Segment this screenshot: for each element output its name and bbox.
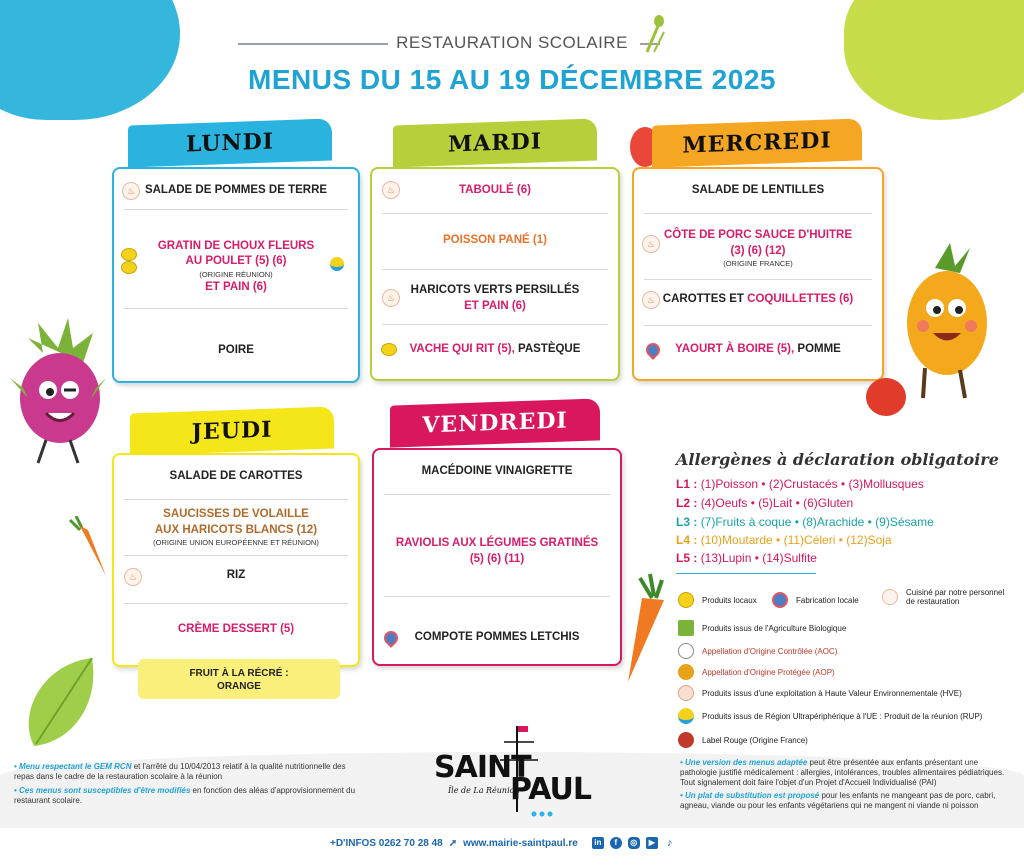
origin-note: (ORIGINE RÉUNION) bbox=[199, 269, 273, 279]
legend-text: Fabrication locale bbox=[796, 595, 859, 605]
logo-word-1: SAINT bbox=[434, 750, 531, 785]
legend-hve bbox=[678, 685, 962, 701]
chef-icon: ♨ bbox=[124, 568, 142, 586]
footer-contact bbox=[330, 837, 676, 849]
local-fabrication-icon bbox=[772, 592, 788, 608]
menu-item-line: HARICOTS VERTS PERSILLÉS bbox=[410, 284, 580, 297]
tomato-illustration bbox=[866, 378, 906, 416]
allergen-values: (4)Oeufs • (5)Lait • (6)Gluten bbox=[700, 496, 854, 510]
carrot-illustration bbox=[620, 572, 670, 684]
note-bold: • Un plat de substitution est proposé bbox=[680, 791, 820, 800]
card-lundi bbox=[112, 167, 360, 383]
legend-text: Appellation d'Origine Contrôlée (AOC) bbox=[702, 646, 838, 656]
legend-text: Appellation d'Origine Protégée (AOP) bbox=[702, 667, 835, 677]
rup-icon bbox=[678, 708, 694, 724]
divider bbox=[384, 596, 610, 597]
menu-item-line: RAVIOLIS AUX LÉGUMES GRATINÉS bbox=[395, 537, 599, 550]
legend-lr bbox=[678, 732, 808, 748]
menu-item-line: ET PAIN (6) bbox=[464, 300, 526, 312]
organic-leaf-icon bbox=[678, 620, 694, 636]
divider bbox=[124, 555, 348, 556]
divider bbox=[124, 603, 348, 604]
logo-word-2: PAUL bbox=[510, 772, 592, 807]
notes-left bbox=[14, 762, 359, 806]
dragon-fruit-mascot-illustration bbox=[8, 318, 108, 468]
fork-spoon-icon bbox=[642, 14, 668, 54]
card-mardi bbox=[370, 167, 620, 381]
cursor-icon: ➚ bbox=[448, 837, 458, 849]
divider bbox=[644, 213, 872, 214]
origin-note: (ORIGINE UNION EUROPÉENNE ET RÉUNION) bbox=[153, 538, 319, 548]
chef-icon: ♨ bbox=[382, 289, 400, 307]
allergen-line bbox=[676, 477, 924, 491]
recre-fruit-box bbox=[138, 659, 340, 699]
allergen-line bbox=[676, 551, 817, 565]
allergen-key: L1 : bbox=[676, 477, 698, 491]
chef-icon: ♨ bbox=[382, 181, 400, 199]
facebook-icon[interactable]: f bbox=[610, 837, 622, 849]
divider bbox=[644, 325, 872, 326]
legend-bio bbox=[678, 620, 846, 636]
allergen-values: (10)Moutarde • (11)Céleri • (12)Soja bbox=[700, 533, 892, 547]
note-text: peut être présentée aux enfants présentant une pathologie justifié médicalement : allergies, intolérances, troubles alimentaires pédiatriques. Tout signalement doit faire l'objet d'un Projet d'Accueil Individualisé (PAI) bbox=[680, 758, 1005, 787]
allergen-key: L3 : bbox=[676, 515, 698, 529]
notes-right bbox=[680, 758, 1010, 811]
note-text: et l'arrêté du 10/04/2013 relatif à la qualité nutritionnelle des repas dans le cadre de la restauration scolaire à la réunion bbox=[14, 762, 346, 781]
recre-label: FRUIT À LA RÉCRÉ : bbox=[189, 668, 289, 679]
youtube-icon[interactable]: ▶ bbox=[646, 837, 658, 849]
menu-item: SALADE DE POMMES DE TERRE bbox=[144, 184, 328, 197]
corner-decoration-left bbox=[0, 0, 180, 120]
legend-rup bbox=[678, 708, 982, 724]
logo-subtitle: Île de La Réunion bbox=[448, 786, 520, 795]
corner-decoration-right bbox=[844, 0, 1024, 120]
allergen-line bbox=[676, 533, 892, 547]
menu-item: MACÉDOINE VINAIGRETTE bbox=[421, 465, 573, 478]
menu-item bbox=[120, 237, 352, 297]
allergen-values: (13)Lupin • (14)Sulfite bbox=[700, 551, 817, 565]
allergen-line bbox=[676, 515, 934, 529]
saint-paul-logo bbox=[434, 720, 600, 820]
legend-text: Produits issus de l'Agriculture Biologique bbox=[702, 623, 847, 633]
menu-item-line: (3) (6) (12) bbox=[730, 244, 786, 257]
divider bbox=[382, 324, 608, 325]
menu-item-line: (5) (6) (11) bbox=[469, 553, 525, 565]
menu-item-line: COQUILLETTES (6) bbox=[747, 293, 854, 306]
allergen-key: L5 : bbox=[676, 551, 698, 565]
note-bold: • Menu respectant le GEM RCN bbox=[14, 762, 132, 771]
menu-item-line: GRATIN DE CHOUX FLEURS bbox=[157, 239, 315, 252]
label-rouge-icon bbox=[678, 732, 694, 748]
legend-fab bbox=[772, 592, 859, 608]
chef-icon: ♨ bbox=[642, 291, 660, 309]
tiktok-icon[interactable]: ♪ bbox=[667, 837, 673, 849]
aop-icon bbox=[678, 664, 694, 680]
legend-aoc bbox=[678, 643, 837, 659]
menu-item: SALADE DE LENTILLES bbox=[691, 184, 825, 197]
menu-item bbox=[640, 287, 876, 313]
divider bbox=[382, 213, 608, 214]
menu-item: POISSON PANÉ (1) bbox=[443, 234, 547, 247]
note-text: pour les enfants ne mangeant pas de porc, cabri, agneau, viande ou pour les enfants végétariens qui ne mangent ni viande ni poisson bbox=[680, 791, 996, 810]
menu-item: RIZ bbox=[226, 569, 246, 582]
legend-aop bbox=[678, 664, 835, 680]
menu-item-line: POMME bbox=[797, 343, 841, 356]
divider bbox=[124, 308, 348, 309]
recre-fruit: ORANGE bbox=[217, 681, 261, 692]
divider bbox=[382, 269, 608, 270]
divider bbox=[124, 499, 348, 500]
divider bbox=[676, 573, 816, 574]
allergens-title: Allergènes à déclaration obligatoire bbox=[676, 450, 999, 469]
menu-item-line: AU POULET (5) (6) bbox=[185, 255, 287, 268]
hve-icon bbox=[678, 685, 694, 701]
chef-icon: ♨ bbox=[642, 235, 660, 253]
card-jeudi bbox=[112, 453, 360, 667]
legend-cuisine bbox=[882, 588, 1012, 606]
note-bold: • Une version des menus adaptée bbox=[680, 758, 808, 767]
menu-item-line: CAROTTES ET bbox=[662, 293, 744, 306]
tab-jeudi: JEUDI bbox=[130, 406, 334, 455]
allergen-values: (7)Fruits à coque • (8)Arachide • (9)Sésame bbox=[700, 515, 934, 529]
menu-item bbox=[378, 281, 612, 317]
menu-item-line: AUX HARICOTS BLANCS (12) bbox=[154, 523, 318, 536]
card-mercredi bbox=[632, 167, 884, 381]
local-product-icon bbox=[678, 592, 694, 608]
note-bold: • Ces menus sont susceptibles d'être modifiés bbox=[14, 786, 191, 795]
allergen-values: (1)Poisson • (2)Crustacés • (3)Mollusques bbox=[700, 477, 924, 491]
menu-item-line: VACHE QUI RIT (5), bbox=[409, 343, 515, 356]
legend-text: Cuisiné par notre personnel de restauration bbox=[906, 588, 1005, 606]
divider bbox=[124, 209, 348, 210]
note-text: en fonction des aléas d'approvisionnement du restaurant scolaire. bbox=[14, 786, 356, 805]
tab-mardi: MARDI bbox=[393, 118, 597, 167]
tab-vendredi: VENDREDI bbox=[390, 398, 600, 447]
menu-item-line: SAUCISSES DE VOLAILLE bbox=[163, 508, 309, 521]
menu-item bbox=[120, 507, 352, 549]
allergen-key: L4 : bbox=[676, 533, 698, 547]
legend-text: Produits issus de Région Ultrapériphérique à l'UE : Produit de la réunion (RUP) bbox=[702, 711, 983, 721]
menu-item: COMPOTE POMMES LETCHIS bbox=[414, 631, 580, 644]
chef-icon bbox=[882, 589, 898, 605]
tab-mercredi: MERCREDI bbox=[652, 118, 862, 167]
instagram-icon[interactable]: ◎ bbox=[628, 837, 640, 849]
legend-text: Label Rouge (Origine France) bbox=[702, 735, 808, 745]
card-vendredi bbox=[372, 448, 622, 666]
menu-item bbox=[640, 227, 876, 271]
header-label: RESTAURATION SCOLAIRE bbox=[396, 33, 628, 52]
mango-mascot-illustration bbox=[895, 238, 1005, 408]
menu-item: POIRE bbox=[218, 344, 254, 357]
menu-item-line: PASTÈQUE bbox=[518, 343, 581, 356]
divider bbox=[644, 279, 872, 280]
footer-website-link[interactable]: www.mairie-saintpaul.re bbox=[463, 837, 578, 849]
allergen-key: L2 : bbox=[676, 496, 698, 510]
legend-text: Produits issus d'une exploitation à Haute Valeur Environnementale (HVE) bbox=[702, 688, 962, 698]
menu-item: TABOULÉ (6) bbox=[459, 184, 531, 197]
menu-item-line: ET PAIN (6) bbox=[205, 280, 267, 293]
linkedin-icon[interactable]: in bbox=[592, 837, 604, 849]
tab-lundi: LUNDI bbox=[128, 118, 332, 167]
menu-item-line: CÔTE DE PORC SAUCE D'HUITRE bbox=[663, 229, 853, 242]
legend-text: Produits locaux bbox=[702, 595, 757, 605]
aoc-icon bbox=[678, 643, 694, 659]
menu-item-line: YAOURT À BOIRE (5), bbox=[675, 343, 795, 356]
menu-item bbox=[380, 534, 614, 570]
menu-item: SALADE DE CAROTTES bbox=[169, 470, 303, 483]
menu-item bbox=[378, 337, 612, 363]
carrot-illustration bbox=[66, 516, 112, 580]
menu-item: CRÈME DESSERT (5) bbox=[177, 623, 295, 636]
footer-phone: +D'INFOS 0262 70 28 48 bbox=[330, 837, 443, 849]
legend-local bbox=[678, 592, 757, 608]
menu-item bbox=[640, 337, 876, 363]
leaf-illustration bbox=[22, 654, 100, 750]
divider bbox=[384, 494, 610, 495]
allergen-line bbox=[676, 496, 853, 510]
page-title: MENUS DU 15 AU 19 DÉCEMBRE 2025 bbox=[248, 64, 776, 95]
chef-icon: ♨ bbox=[122, 182, 140, 200]
origin-note: (ORIGINE FRANCE) bbox=[723, 259, 793, 269]
